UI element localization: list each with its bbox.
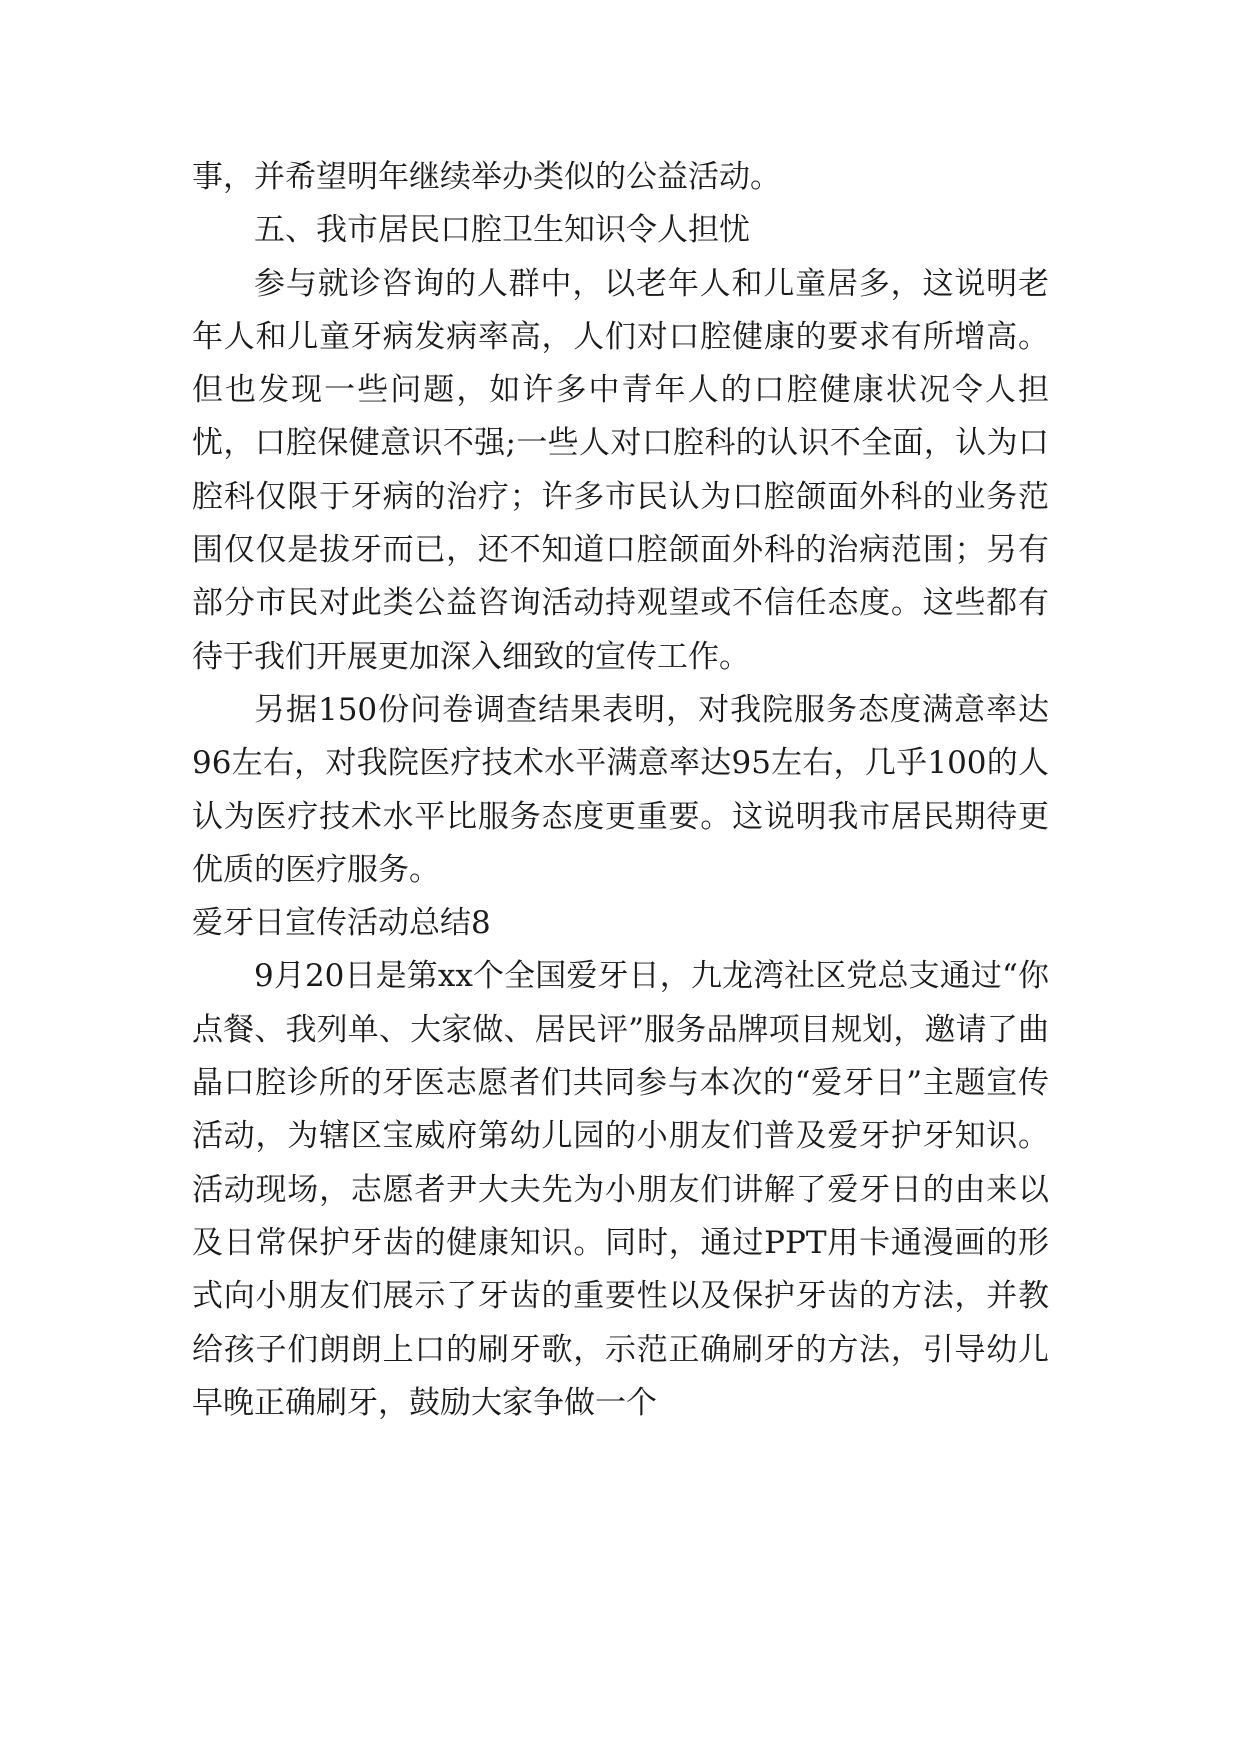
body-paragraph: 9月20日是第xx个全国爱牙日，九龙湾社区党总支通过“你点餐、我列单、大家做、居民评”服务品牌项目规划，邀请了曲晶口腔诊所的牙医志愿者们共同参与本次的“爱牙日”主题宣传活动，为辖区宝威府第幼儿园的小朋友们普及爱牙护牙知识。活动现场，志愿者尹大夫先为小朋友们讲解了爱牙日的由来以及日常保护牙齿的健康知识。同时，通过PPT用卡通漫画的形式向小朋友们展示了牙齿的重要性以及保护牙齿的方法，并教给孩子们朗朗上口的刷牙歌，示范正确刷牙的方法，引导幼儿早晚正确刷牙，鼓励大家争做一个 <box>192 958 1049 1421</box>
section-title: 爱牙日宣传活动总结8 <box>192 905 491 942</box>
body-paragraph: 参与就诊咨询的人群中，以老年人和儿童居多，这说明老年人和儿童牙病发病率高，人们对口腔健康的要求有所增高。但也发现一些问题，如许多中青年人的口腔健康状况令人担忧，口腔保健意识不强;一些人对口腔科的认识不全面，认为口腔科仅限于牙病的治疗；许多市民认为口腔颌面外科的业务范围仅仅是拔牙而已，还不知道口腔颌面外科的治病范围；另有部分市民对此类公益咨询活动持观望或不信任态度。这些都有待于我们开展更加深入细致的宣传工作。 <box>192 265 1049 675</box>
document-body <box>192 151 1049 1430</box>
continuation-paragraph: 事，并希望明年继续举办类似的公益活动。 <box>192 159 781 195</box>
section-heading: 五、我市居民口腔卫生知识令人担忧 <box>254 212 750 249</box>
body-paragraph: 另据150份问卷调查结果表明，对我院服务态度满意率达96左右，对我院医疗技术水平满意率达95左右，几乎100的人认为医疗技术水平比服务态度更重要。这说明我市居民期待更优质的医疗服务。 <box>192 691 1049 888</box>
